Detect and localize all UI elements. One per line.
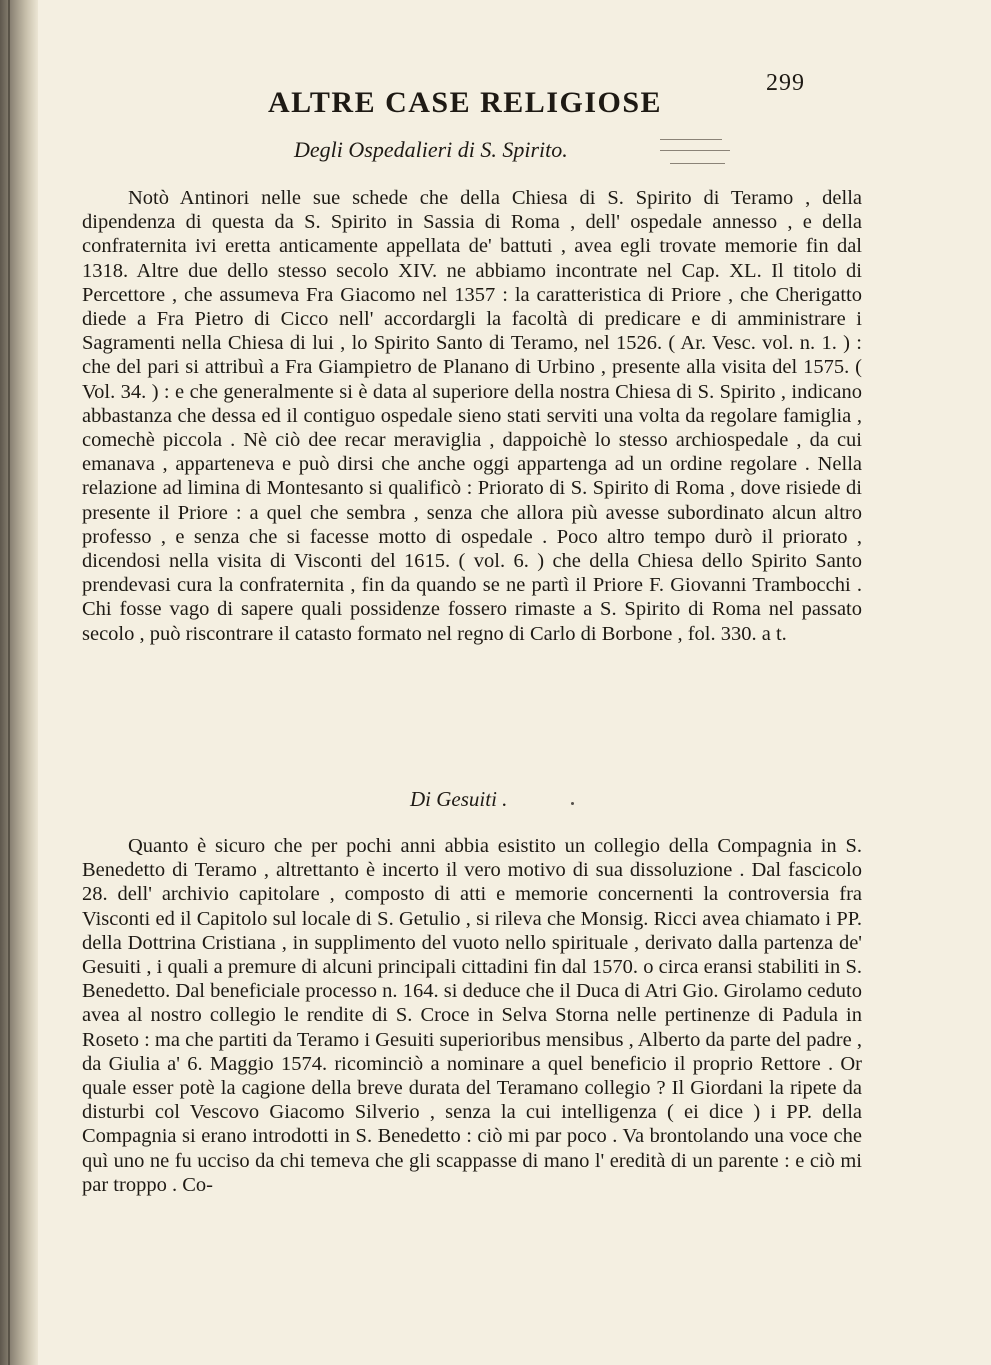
decorative-rule — [660, 139, 722, 140]
page-number: 299 — [766, 70, 805, 96]
decorative-rule — [660, 150, 730, 151]
gutter-edge — [8, 0, 10, 1365]
body-paragraph-ospedalieri: Notò Antinori nelle sue schede che della Chiesa di S. Spirito di Teramo , della dipendenza di questa da S. Spirito in Sassia di Roma , dell' ospedale annesso , e della confraternita ivi eretta anticamente appellata de' battuti , avea egli trovate memorie fin dal 1318. Altre due dello stesso secolo XIV. ne abbiamo incontrate nel Cap. XL. Il titolo di Percettore , che assumeva Fra Giacomo nel 1357 : la caratteristica di Priore , che Cherigatto diede a Fra Pietro di Cicco nell' accordargli la facoltà di predicare e di amministrare i Sagramenti nella Chiesa di lui , lo Spirito Santo di Teramo, nel 1526. ( Ar. Vesc. vol. n. 1. ) : che del pari si attribuì a Fra Giampietro de Planano di Urbino , presente alla visita del 1575. ( Vol. 34. ) : e che generalmente si è data al superiore della nostra Chiesa di S. Spirito , indicano abbastanza che dessa ed il contiguo ospedale sieno stati serviti una volta da regolare famiglia , comechè piccola . Nè ciò dee recar meraviglia , dappoichè lo stesso archiospedale , da cui emanava , apparteneva e può dirsi che anche oggi appartenga ad un ordine regolare . Nella relazione ad limina di Montesanto si qualificò : Priorato di S. Spirito di Roma , dove risiede di presente il Priore : a quel che sembra , senza che allora più avesse subordinato alcun altro professo , e senza che si facesse motto di ospedale . Poco altro tempo durò il priorato , dicendosi nella visita di Visconti del 1615. ( vol. 6. ) che della Chiesa dello Spirito Santo prendevasi cura la confraternita , fin da quando se ne partì il Priore F. Giovanni Trambocchi . Chi fosse vago di sapere quali possidenze fossero rimaste a S. Spirito di Roma nel passato secolo , può riscontrare il catasto formato nel regno di Carlo di Borbone , fol. 330. a t. — [82, 187, 862, 645]
body-paragraph-gesuiti: Quanto è sicuro che per pochi anni abbia esistito un collegio della Compagnia in S. Benedetto di Teramo , altrettanto è incerto il vero motivo di sua dissoluzione . Dal fascicolo 28. dell' archivio capitolare , composto di atti e memorie concernenti la controversia fra Visconti ed il Capitolo sul locale di S. Getulio , si rileva che Monsig. Ricci avea chiamato i PP. della Dottrina Cristiana , in supplimento del vuoto nello spirituale , derivato dalla partenza de' Gesuiti , i quali a premure di alcuni principali cittadini fin dal 1570. o circa eransi stabiliti in S. Benedetto. Dal beneficiale processo n. 164. si deduce che il Duca di Atri Gio. Girolamo ceduto avea al nostro collegio le rendite di S. Croce in Selva Storna nelle pertinenze di Padula in Roseto : ma che partiti da Teramo i Gesuiti superioribus mensibus , Alberto da parte del padre , da Giulia a' 6. Maggio 1574. ricominciò a nominare a quel beneficio il proprio Rettore . Or quale esser potè la cagione della breve durata del Teramano collegio ? Il Giordani la ripete da disturbi col Vescovo Giacomo Silverio , senza la cui intelligenza ( ei dice ) i PP. della Compagnia si erano introdotti in S. Benedetto : ciò mi par poco . Va brontolando una voce che quì uno ne fu ucciso da chi temeva che gli scappasse di mano l' eredità di un parente : e ciò mi par troppo . Co- — [82, 835, 862, 1196]
decorative-rule — [670, 163, 725, 164]
section-heading-ospedalieri: Degli Ospedalieri di S. Spirito. — [294, 137, 568, 162]
ink-speck — [571, 802, 574, 805]
page-title: ALTRE CASE RELIGIOSE — [268, 86, 663, 119]
section-heading-gesuiti: Di Gesuiti . — [410, 787, 508, 811]
book-gutter — [0, 0, 38, 1365]
